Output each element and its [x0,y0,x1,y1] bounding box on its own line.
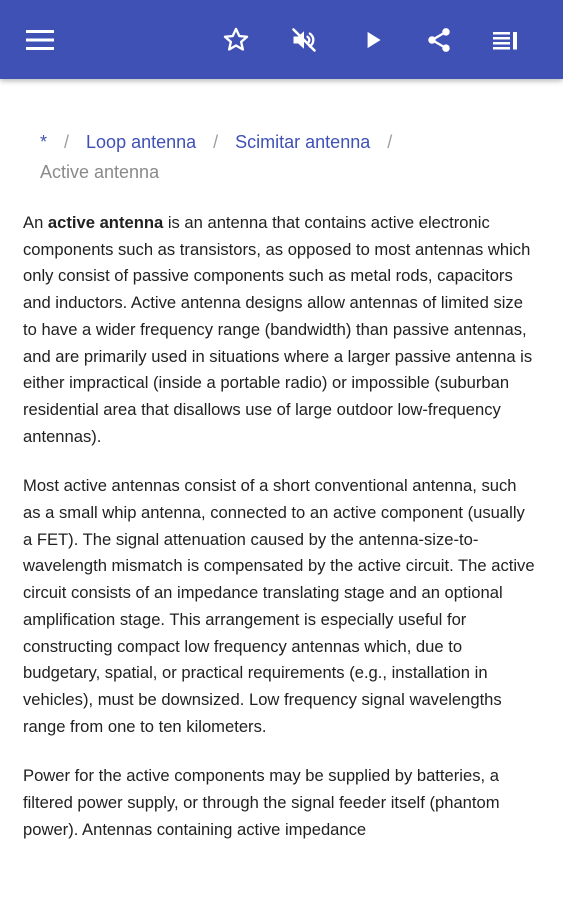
paragraph-prefix: An [23,213,48,232]
play-icon [360,27,386,53]
app-bar [0,0,563,79]
breadcrumb-home[interactable]: * [40,132,48,152]
paragraph-text: is an antenna that contains active electronic components such as transistors, as opposed to most antennas which only consist of passive components such as metal rods, capacitors and inductors. Active antenna designs allow antennas of limited size to have a wider frequency range (bandwidth) than passive antennas, and are primarily used in situations where a larger passive antenna is either impractical (inside a portable radio) or impossible (suburban residential area that disallows use of large outdoor low-frequency antennas). [23,213,533,446]
breadcrumb-separator: / [213,132,219,152]
share-button[interactable] [421,20,457,60]
menu-icon [26,29,54,51]
play-button[interactable] [355,20,391,60]
article-term: active antenna [47,213,164,232]
breadcrumb-item-scimitar-antenna[interactable]: Scimitar antenna [235,132,371,152]
article-paragraph [23,210,538,450]
breadcrumb-item-loop-antenna[interactable]: Loop antenna [86,132,197,152]
article-body [23,210,538,866]
breadcrumb [40,127,530,187]
star-icon [222,26,250,54]
volume-mute-icon [290,26,318,54]
contents-button[interactable] [488,20,524,60]
article-content [0,79,563,900]
breadcrumb-separator: / [64,132,70,152]
mute-button[interactable] [286,20,322,60]
share-icon [425,26,453,54]
menu-button[interactable] [22,20,58,60]
breadcrumb-current: Active antenna [40,162,160,182]
bookmark-button[interactable] [218,20,254,60]
article-paragraph: Power for the active components may be supplied by batteries, a filtered power supply, or through the signal feeder itself (phantom power). Antennas containing active impedance [23,766,500,839]
playlist-icon [492,28,520,52]
article-paragraph: Most active antennas consist of a short conventional antenna, such as a small whip antenna, connected to an active component (usually a FET). The signal attenuation caused by the antenna-size-to-wavelength mismatch is compensated by the active circuit. The active circuit consists of an impedance translating stage and an optional amplification stage. This arrangement is especially useful for constructing compact low frequency antennas which, due to budgetary, spatial, or practical requirements (e.g., installation in vehicles), must be downsized. Low frequency signal wavelengths range from one to ten kilometers. [23,476,535,736]
breadcrumb-separator: / [387,132,393,152]
